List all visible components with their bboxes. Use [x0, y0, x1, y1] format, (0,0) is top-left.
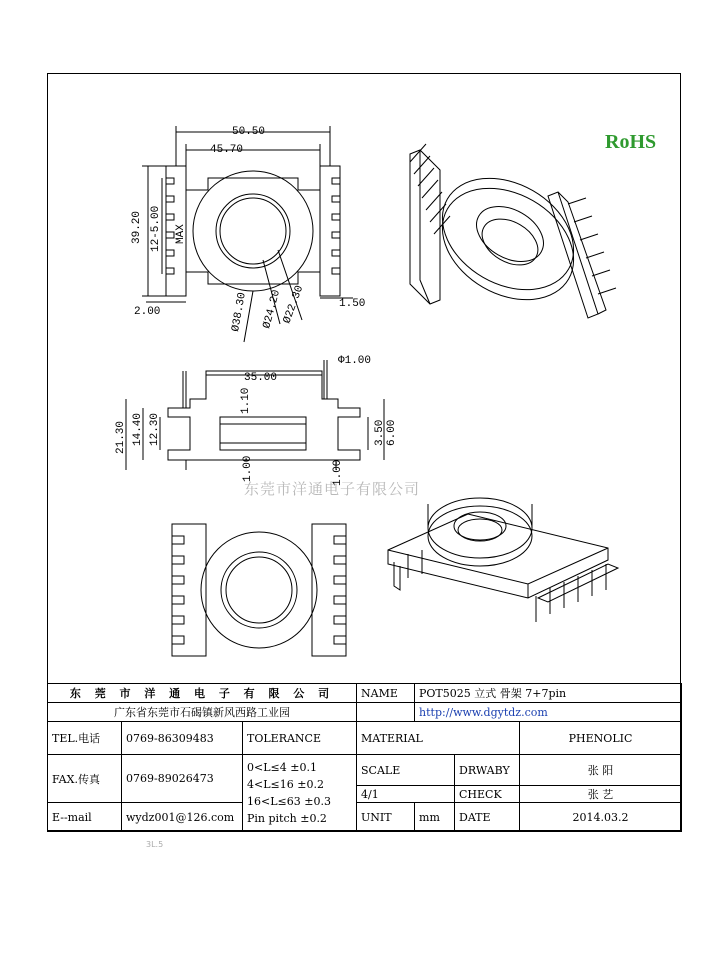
dim-height: 39.20 — [131, 210, 143, 244]
dim-pin-length: 6.00 — [386, 419, 398, 446]
tolerance-pin-pitch: Pin pitch ±0.2 — [247, 812, 327, 825]
scale-label: SCALE — [357, 755, 455, 786]
bottom-view — [172, 524, 346, 656]
top-view — [131, 126, 365, 342]
isometric-view-bottom — [388, 498, 618, 622]
date-label: DATE — [455, 803, 520, 832]
dim-core-width: 35.00 — [244, 372, 278, 384]
isometric-view-top — [410, 144, 616, 322]
dim-pin-diameter: Φ1.00 — [338, 355, 372, 367]
company-name: 东 莞 市 洋 通 电 子 有 限 公 司 — [48, 684, 357, 703]
company-address: 广东省东莞市石碣镇新风西路工业园 — [48, 703, 357, 722]
part-name: POT5025 立式 骨架 7+7pin — [415, 684, 682, 703]
title-block — [47, 683, 682, 832]
dim-base-right: 1.00 — [332, 459, 344, 486]
tolerance-list — [243, 755, 357, 832]
fax-label: FAX.传真 — [48, 755, 122, 803]
drwaby-value: 张 阳 — [520, 755, 682, 786]
rohs-badge: RoHS — [605, 131, 657, 153]
check-value: 张 艺 — [520, 786, 682, 803]
watermark-text: 东莞市洋通电子有限公司 — [244, 480, 421, 498]
dim-standoff: 3.50 — [374, 419, 386, 446]
technical-drawing — [48, 74, 682, 684]
website-link[interactable]: http://www.dgytdz.com — [415, 703, 682, 722]
dim-right-offset: 1.50 — [339, 298, 366, 310]
dim-winding-height: 12.30 — [149, 412, 161, 446]
drwaby-label: DRWABY — [455, 755, 520, 786]
tel-value: 0769-86309483 — [122, 722, 243, 755]
date-value: 2014.03.2 — [520, 803, 682, 832]
tolerance-range-3: 16<L≤63 ±0.3 — [247, 795, 331, 808]
fax-value: 0769-89026473 — [122, 755, 243, 803]
dim-bore-diameter: Ø22.30 — [281, 284, 307, 326]
material-label: MATERIAL — [357, 722, 520, 755]
scale-value: 4/1 — [357, 786, 455, 803]
tolerance-label: TOLERANCE — [243, 722, 357, 755]
dim-pin-pitch: 12-5.00 — [150, 205, 162, 252]
dim-flange-span: 14.40 — [132, 412, 144, 446]
dim-side-height: 21.30 — [115, 420, 127, 454]
name-label: NAME — [357, 684, 415, 703]
dim-overall-width: 50.50 — [232, 126, 266, 138]
tolerance-range-2: 4<L≤16 ±0.2 — [247, 778, 324, 791]
check-label: CHECK — [455, 786, 520, 803]
email-value: wydz001@126.com — [122, 803, 243, 832]
dim-outer-diameter: Ø38.30 — [230, 291, 249, 333]
footer-mark: 3L.5 — [146, 840, 164, 849]
unit-value: mm — [415, 803, 455, 832]
side-view — [115, 355, 398, 486]
unit-label: UNIT — [357, 803, 415, 832]
dim-flange-width: 45.70 — [210, 144, 244, 156]
tel-label: TEL.电话 — [48, 722, 122, 755]
dim-base-left: 1.00 — [242, 455, 254, 482]
dim-max: MAX — [175, 224, 187, 244]
dim-left-offset: 2.00 — [134, 306, 161, 318]
email-label: E--mail — [48, 803, 122, 832]
tolerance-range-1: 0<L≤4 ±0.1 — [247, 761, 317, 774]
dim-inner-diameter: Ø24.20 — [261, 288, 284, 331]
dim-wall: 1.10 — [240, 387, 252, 414]
material-value: PHENOLIC — [520, 722, 682, 755]
